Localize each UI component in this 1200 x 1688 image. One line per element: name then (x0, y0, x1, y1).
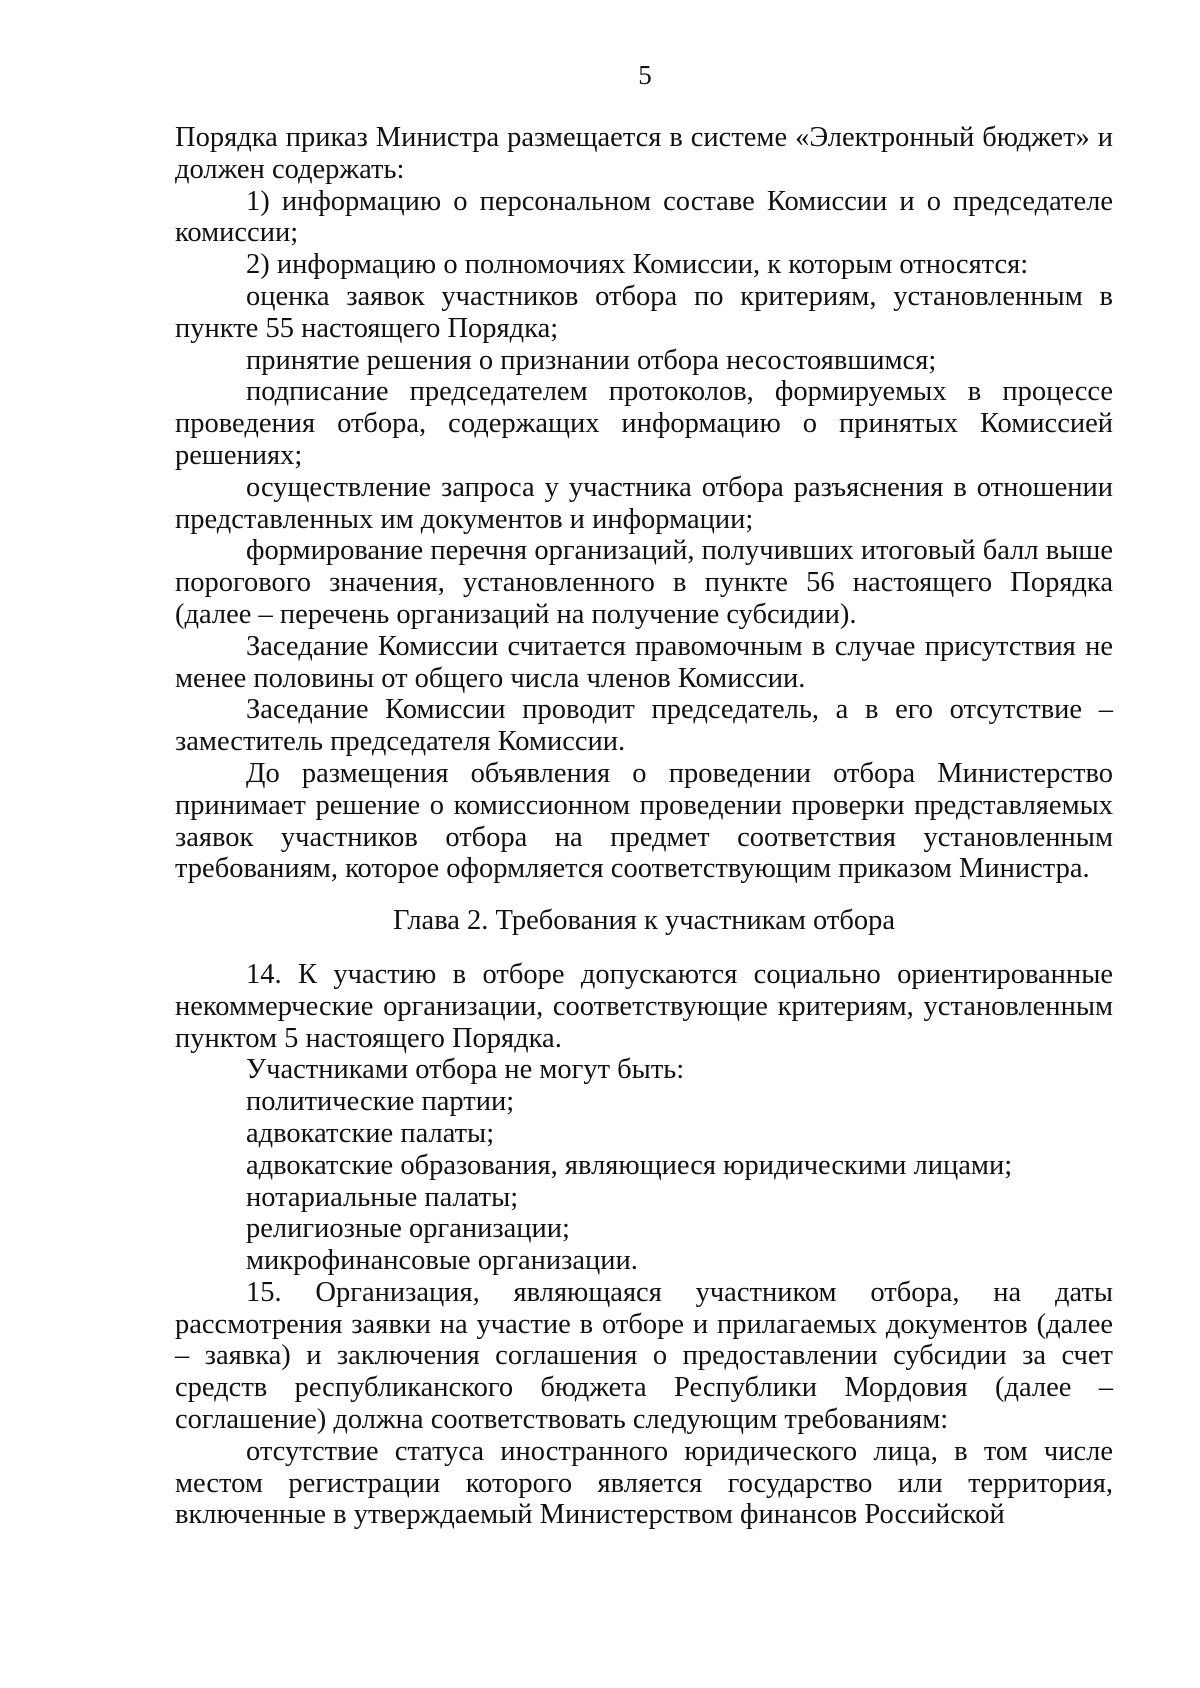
paragraph: принятие решения о признании отбора несостоявшимся; (246, 344, 937, 376)
paragraph: Участниками отбора не могут быть: (246, 1054, 685, 1086)
document-body (175, 122, 1113, 1531)
list-item: микрофинансовые организации. (246, 1245, 638, 1277)
paragraph: формирование перечня организаций, получивших итоговый балл выше порогового значения, установленного в пункте 56 настоящего Порядка (далее – перечень организаций на получение субсидии). (175, 535, 1113, 630)
paragraph: подписание председателем протоколов, формируемых в процессе проведения отбора, содержащих информацию о принятых Комиссией решениях; (175, 376, 1113, 471)
paragraph: Заседание Комиссии проводит председатель, а в его отсутствие – заместитель председателя Комиссии. (175, 694, 1113, 758)
page-number: 5 (638, 60, 652, 90)
paragraph: Порядка приказ Министра размещается в системе «Электронный бюджет» и должен содержать: (175, 122, 1113, 185)
paragraph: оценка заявок участников отбора по критериям, установленным в пункте 55 настоящего Порядка; (175, 280, 1113, 344)
paragraph: отсутствие статуса иностранного юридического лица, в том числе местом регистрации которого является государство или территория, включенные в утверждаемый Министерством финансов Российской (175, 1435, 1113, 1531)
chapter-heading: Глава 2. Требования к участникам отбора (392, 905, 896, 937)
list-item: адвокатские палаты; (246, 1117, 495, 1149)
list-item: религиозные организации; (246, 1213, 570, 1245)
paragraph: 2) информацию о полномочиях Комиссии, к которым относятся: (246, 249, 1029, 281)
list-item: политические партии; (246, 1086, 515, 1118)
paragraph: До размещения объявления о проведении отбора Министерство принимает решение о комиссионном проведении проверки представляемых заявок участников отбора на предмет соответствия установленным требованиям, которое оформляется соответствующим приказом Министра. (175, 757, 1113, 885)
paragraph: 1) информацию о персональном составе Комиссии и о председателе комиссии; (175, 185, 1113, 249)
list-item: адвокатские образования, являющиеся юридическими лицами; (246, 1149, 1013, 1181)
paragraph: осуществление запроса у участника отбора разъяснения в отношении представленных им документов и информации; (175, 471, 1113, 535)
paragraph: 14. К участию в отборе допускаются социально ориентированные некоммерческие организации, соответствующие критериям, установленным пунктом 5 настоящего Порядка. (175, 958, 1113, 1054)
paragraph: 15. Организация, являющаяся участником отбора, на даты рассмотрения заявки на участие в отборе и прилагаемых документов (далее – заявка) и заключения соглашения о предоставлении субсидии за счет средств республиканского бюджета Республики Мордовия (далее – соглашение) должна соответствовать следующим требованиям: (175, 1276, 1113, 1436)
paragraph: Заседание Комиссии считается правомочным в случае присутствия не менее половины от общего числа членов Комиссии. (175, 630, 1113, 694)
list-item: нотариальные палаты; (246, 1181, 519, 1213)
